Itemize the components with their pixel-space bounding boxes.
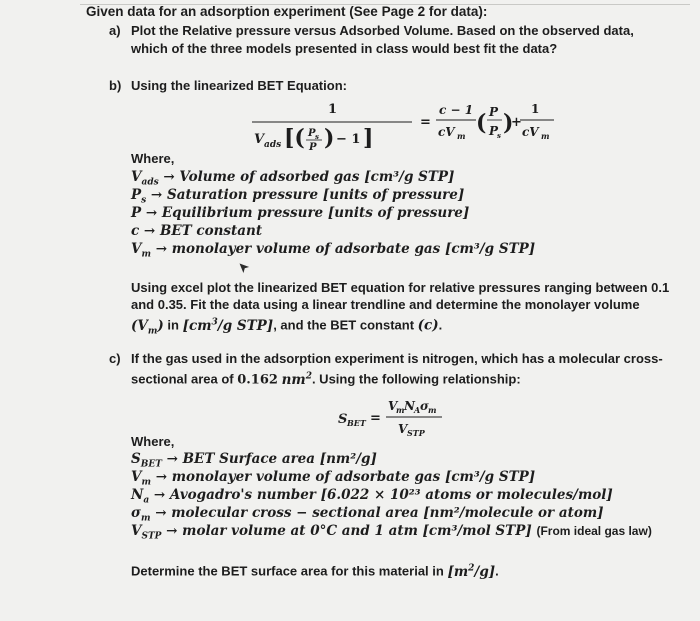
svg-text:cV: cV [522,125,539,139]
part-c-line2-b: . Using the following relationship: [311,371,521,387]
svg-text:STP: STP [407,428,425,438]
svg-text:P: P [489,124,499,138]
svg-text:[(: [( [284,125,305,151]
svg-text:): ) [503,110,514,136]
def-c-text: BET constant [159,223,263,239]
svg-text:): ) [324,125,335,151]
def-p: P → Equilibrium pressure [units of pressure] [131,205,470,221]
part-c-line2-a: sectional area of [131,371,234,387]
svg-text:(: ( [476,110,487,136]
def-n-a: $N_a$ → Avogadro's number [6.022 × 10²³ atoms or molecules/mol] [131,487,613,506]
part-b-para3: $(V_m)$ in [$cm^3/g$ STP], and the BET constant (c). [131,317,443,337]
def-v-m: $V_m$ → monolayer volume of adsorbate gas [cm³/g STP] [131,241,536,260]
def-v-m-c-text: monolayer volume of adsorbate gas [cm³/g STP] [171,469,536,485]
svg-text:V: V [398,422,408,436]
def-p-s: $P_s$ → Saturation pressure [units of pressure] [131,187,465,206]
part-b-para2: and 0.35. Fit the data using a linear trendline and determine the monolayer volume [131,297,640,312]
svg-text:s: s [315,132,319,141]
svg-text:P: P [309,142,317,153]
svg-text:V: V [388,399,398,413]
mouse-cursor-icon [238,262,252,276]
part-c-line2: sectional area of 0.162 $nm^2$. Using the following relationship: [131,371,521,388]
sbet-equation [336,396,456,440]
svg-text:m: m [457,131,466,141]
part-a-line2: which of the three models presented in class would best fit the data? [131,41,558,56]
svg-text:=: = [420,115,431,130]
svg-text:m: m [396,405,405,415]
svg-text:ads: ads [264,140,282,150]
part-b-para1: Using excel plot the linearized BET equation for relative pressures ranging between 0.1 [131,280,670,295]
part-c-final-text: Determine the BET surface area for this material in [131,563,444,579]
svg-text:c − 1: c − 1 [439,103,474,117]
part-c-final: Determine the BET surface area for this material in $[m^2/g]$. [131,563,499,580]
def-v-ads-text: Volume of adsorbed gas [cm³/g STP] [179,169,455,185]
def-p-s-text: Saturation pressure [units of pressure] [166,187,465,203]
ideal-gas-note: (From ideal gas law) [536,524,652,538]
svg-text:σ: σ [420,399,429,413]
svg-text:]: ] [363,125,374,151]
def-sigma-m-text: molecular cross − sectional area [nm²/molecule or atom] [171,505,604,521]
bet-equation-term [518,98,558,148]
svg-text:m: m [428,405,437,415]
svg-text:− 1: − 1 [336,132,361,147]
svg-text:1: 1 [328,102,338,117]
part-c-label: c) [109,351,121,366]
part-c-line1: If the gas used in the adsorption experiment is nitrogen, which has a molecular cross- [131,351,663,366]
svg-text:S: S [338,412,348,427]
part-b-label: b) [109,78,122,93]
def-c: c → BET constant [131,223,263,239]
part-b-where: Where, [131,151,175,166]
def-v-stp: $V_{STP}$ → molar volume at 0°C and 1 atm [cm³/mol STP] (From ideal gas law) [131,523,652,542]
svg-text:=: = [370,411,381,426]
svg-text:+: + [511,115,522,130]
svg-text:V: V [254,132,265,147]
svg-text:m: m [541,131,550,141]
def-v-m-c: $V_m$ → monolayer volume of adsorbate gas [cm³/g STP] [131,469,536,488]
def-v-m-text: monolayer volume of adsorbate gas [cm³/g STP] [171,241,536,257]
bet-equation [244,98,534,158]
svg-text:BET: BET [347,418,366,428]
def-v-ads: $V_{ads}$ → Volume of adsorbed gas [cm³/g STP] [131,169,455,188]
part-b-para3-b: , and the BET constant [273,317,415,333]
def-s-bet: $S_{BET}$ → BET Surface area [nm²/g] [131,451,377,470]
svg-text:P: P [308,128,316,139]
part-a-label: a) [109,23,121,38]
def-sigma-m: $\sigma_m$ → molecular cross − sectional area [nm²/molecule or atom] [131,505,604,524]
def-v-stp-text: molar volume at 0°C and 1 atm [cm³/mol STP] [182,523,532,539]
def-p-text: Equilibrium pressure [units of pressure] [161,205,470,221]
svg-text:1: 1 [531,102,540,116]
area-value: 0.162 [237,372,278,388]
svg-text:N: N [404,399,415,413]
def-s-bet-text: BET Surface area [nm²/g] [182,451,377,467]
svg-text:A: A [414,405,421,415]
part-b-title: Using the linearized BET Equation: [131,78,347,93]
def-n-a-text: Avogadro's number [6.022 × 10²³ atoms or molecules/mol] [169,487,613,503]
svg-text:P: P [489,105,499,119]
svg-text:s: s [497,131,501,140]
part-a-line1: Plot the Relative pressure versus Adsorbed Volume. Based on the observed data, [131,23,634,38]
svg-text:cV: cV [438,125,455,139]
page-header: Given data for an adsorption experiment (See Page 2 for data): [86,4,488,19]
part-b-para3-a: in [167,317,179,333]
part-c-where: Where, [131,434,175,449]
